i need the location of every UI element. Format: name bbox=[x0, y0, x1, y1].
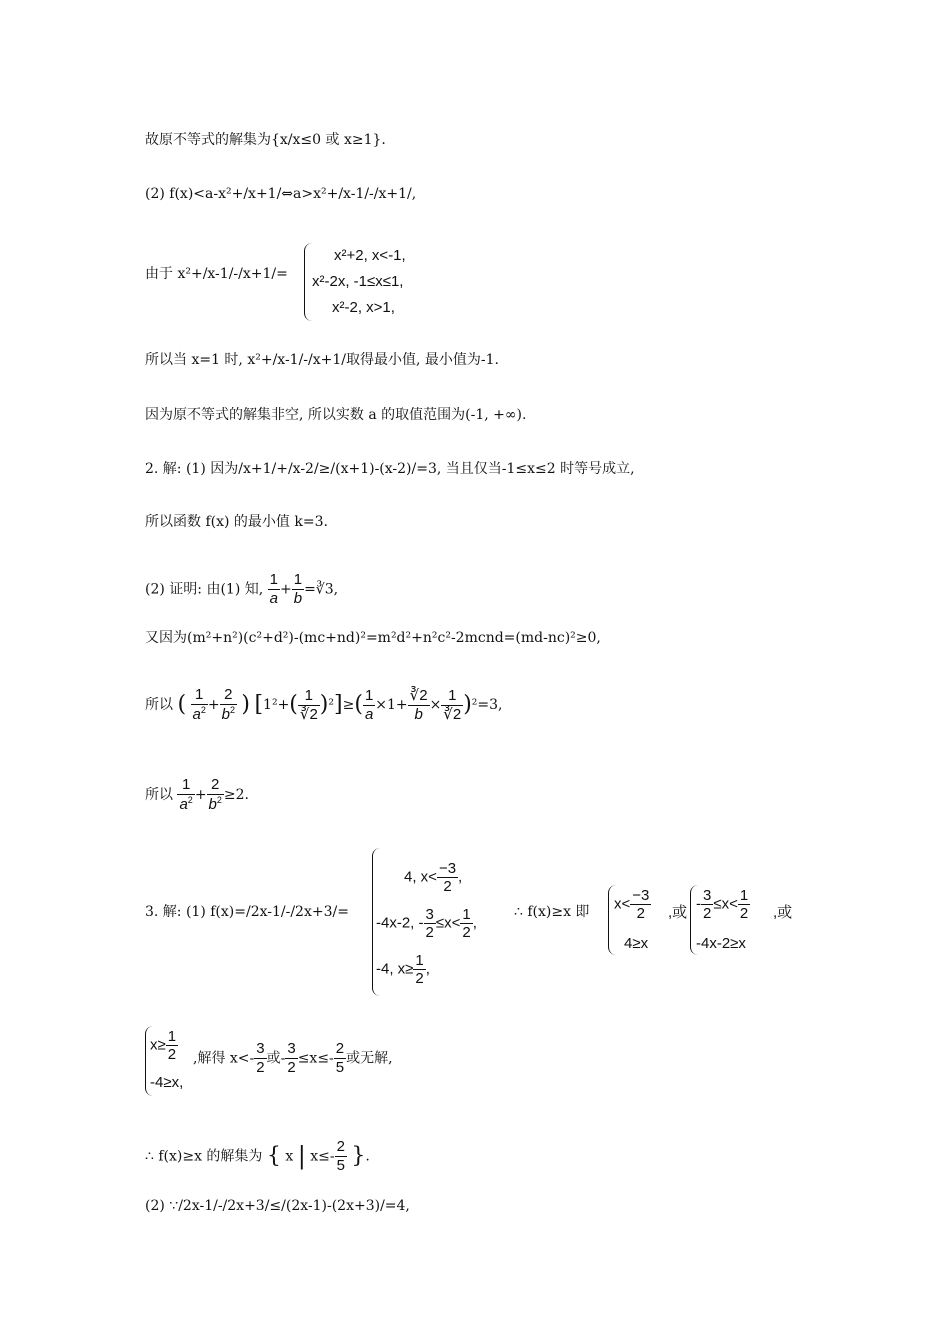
line-13-or: 或- bbox=[266, 1050, 286, 1067]
text-line-12: 3. 解: (1) f(x)=/2x-1/-/2x+3/= bbox=[145, 904, 349, 920]
line-11-suffix: ≥2. bbox=[223, 787, 249, 803]
line-10-prefix: 所以 bbox=[145, 697, 173, 713]
system-row: 4, x< bbox=[404, 868, 437, 886]
text-line-8: (2) 证明: 由(1) 知, $\frac{1}{a}$ + $\frac{1}{b}$ =∛3, bbox=[145, 571, 339, 607]
set-condition: x≤- bbox=[310, 1148, 335, 1165]
line-11-prefix: 所以 bbox=[145, 787, 173, 803]
fraction: $\frac{1}{a}$ bbox=[364, 686, 374, 723]
or-text: ,或 bbox=[773, 904, 793, 921]
text-line-1: 故原不等式的解集为{x/x≤0 或 x≥1}. bbox=[145, 132, 386, 148]
fraction: $\frac{1}{∛2}$ bbox=[299, 686, 318, 723]
or-text: ,或 bbox=[668, 904, 688, 921]
line-14-prefix: ∴ f(x)≥x 的解集为 bbox=[145, 1148, 263, 1165]
fraction: $\frac{3}{2}$ bbox=[703, 887, 712, 922]
fraction: $\frac{-3}{2}$ bbox=[438, 860, 457, 895]
fraction: $\frac{1}{2}$ bbox=[415, 952, 424, 987]
text-line-9: 又因为(m²+n²)(c²+d²)-(mc+nd)²=m²d²+n²c²-2mcnd=(md-nc)²≥0, bbox=[145, 630, 601, 646]
fraction: $\frac{1}{a}$ bbox=[269, 571, 278, 607]
fraction: $\frac{3}{2}$ bbox=[287, 1040, 296, 1076]
fraction: $\frac{1}{2}$ bbox=[167, 1028, 177, 1063]
text-line-5: 因为原不等式的解集非空, 所以实数 a 的取值范围为(-1, +∞). bbox=[145, 407, 527, 423]
text-line-2: (2) f(x)<a-x²+/x+1/⇔a>x²+/x-1/-/x+1/, bbox=[145, 186, 417, 202]
line-10-suffix: ²=3, bbox=[471, 697, 503, 713]
text-line-6: 2. 解: (1) 因为/x+1/+/x-2/≥/(x+1)-(x-2)/=3, 当且仅当-1≤x≤2 时等号成立, bbox=[145, 461, 635, 477]
system-row: -4≥x, bbox=[150, 1074, 184, 1091]
system-row: - bbox=[696, 895, 701, 913]
fraction: $\frac{∛2}{b}$ bbox=[409, 686, 428, 723]
text-line-15: (2) ∵/2x-1/-/2x+3/≤/(2x-1)-(2x+3)/=4, bbox=[145, 1198, 410, 1214]
fraction: $\frac{2}{5}$ bbox=[335, 1040, 345, 1076]
text-line-10: 所以 ( $\frac{1}{a^2}$ + $\frac{2}{b^2}$ ) [1²+( $\frac{1}{∛2}$ )²]≥( $\frac{1}{a}$ ×1+ $\frac{∛2}{b}$ × $\frac{1}{∛2}$ )²=3, bbox=[145, 686, 503, 723]
system-row: -4x-2≥x bbox=[696, 935, 746, 952]
piecewise-system-4: - $\frac{3}{2}$ ≤x< $\frac{1}{2}$ -4x-2≥x bbox=[696, 887, 749, 952]
fraction: $\frac{3}{2}$ bbox=[256, 1040, 265, 1076]
text-line-14: ∴ f(x)≥x 的解集为 { x | x≤- $\frac{2}{5}$ }. bbox=[145, 1138, 370, 1174]
text-line-7: 所以函数 f(x) 的最小值 k=3. bbox=[145, 514, 328, 530]
system-row: x²+2, x<-1, bbox=[334, 247, 406, 264]
system-row: x²-2x, -1≤x≤1, bbox=[312, 273, 404, 290]
text-line-4: 所以当 x=1 时, x²+/x-1/-/x+1/取得最小值, 最小值为-1. bbox=[145, 352, 499, 368]
system-row: x²-2, x>1, bbox=[332, 299, 395, 316]
system-row: x≥ bbox=[150, 1036, 166, 1054]
line-8-suffix: =∛3, bbox=[304, 581, 339, 598]
piecewise-system-2: 4, x< $\frac{-3}{2}$ , -4x-2, - $\frac{3}{2}$ ≤x< $\frac{1}{2}$ , -4, x≥ $\frac{1}{2}$ , bbox=[376, 860, 477, 987]
line-14-end: . bbox=[365, 1148, 370, 1165]
fraction: $\frac{1}{b}$ bbox=[293, 571, 303, 607]
line-13-end: 或无解, bbox=[346, 1050, 393, 1067]
fraction: $\frac{1}{2}$ bbox=[739, 887, 749, 922]
fraction: $\frac{2}{b^2}$ bbox=[221, 686, 235, 723]
fraction: $\frac{1}{∛2}$ bbox=[443, 686, 462, 723]
text-line-13 bbox=[193, 1040, 393, 1077]
line-13-text: ,解得 x<- bbox=[193, 1050, 255, 1067]
text-line-11: 所以 $\frac{1}{a^2}$ + $\frac{2}{b^2}$ ≥2. bbox=[145, 776, 249, 813]
fraction: $\frac{2}{5}$ bbox=[336, 1138, 345, 1174]
piecewise-system-3 bbox=[614, 885, 694, 960]
system-row: x< bbox=[614, 895, 631, 913]
fraction: $\frac{1}{2}$ bbox=[462, 906, 471, 941]
text-line-3: 由于 x²+/x-1/-/x+1/= bbox=[145, 266, 288, 282]
fraction: $\frac{1}{a^2}$ bbox=[179, 776, 193, 813]
fraction: $\frac{2}{b^2}$ bbox=[208, 776, 222, 813]
line-8-prefix: (2) 证明: 由(1) 知, bbox=[145, 581, 264, 598]
system-row: -4x-2, - bbox=[376, 914, 424, 932]
line-13-mid: ≤x≤- bbox=[297, 1050, 334, 1067]
fraction: $\frac{-3}{2}$ bbox=[632, 887, 650, 922]
set-variable: x bbox=[285, 1148, 294, 1165]
fraction: $\frac{3}{2}$ bbox=[425, 906, 434, 941]
system-row: -4, x≥ bbox=[376, 960, 414, 978]
system-row: 4≥x bbox=[624, 935, 649, 952]
text-line-12-mid: ∴ f(x)≥x 即 bbox=[514, 904, 590, 920]
piecewise-system-1 bbox=[312, 243, 512, 323]
fraction: $\frac{1}{a^2}$ bbox=[192, 686, 206, 723]
